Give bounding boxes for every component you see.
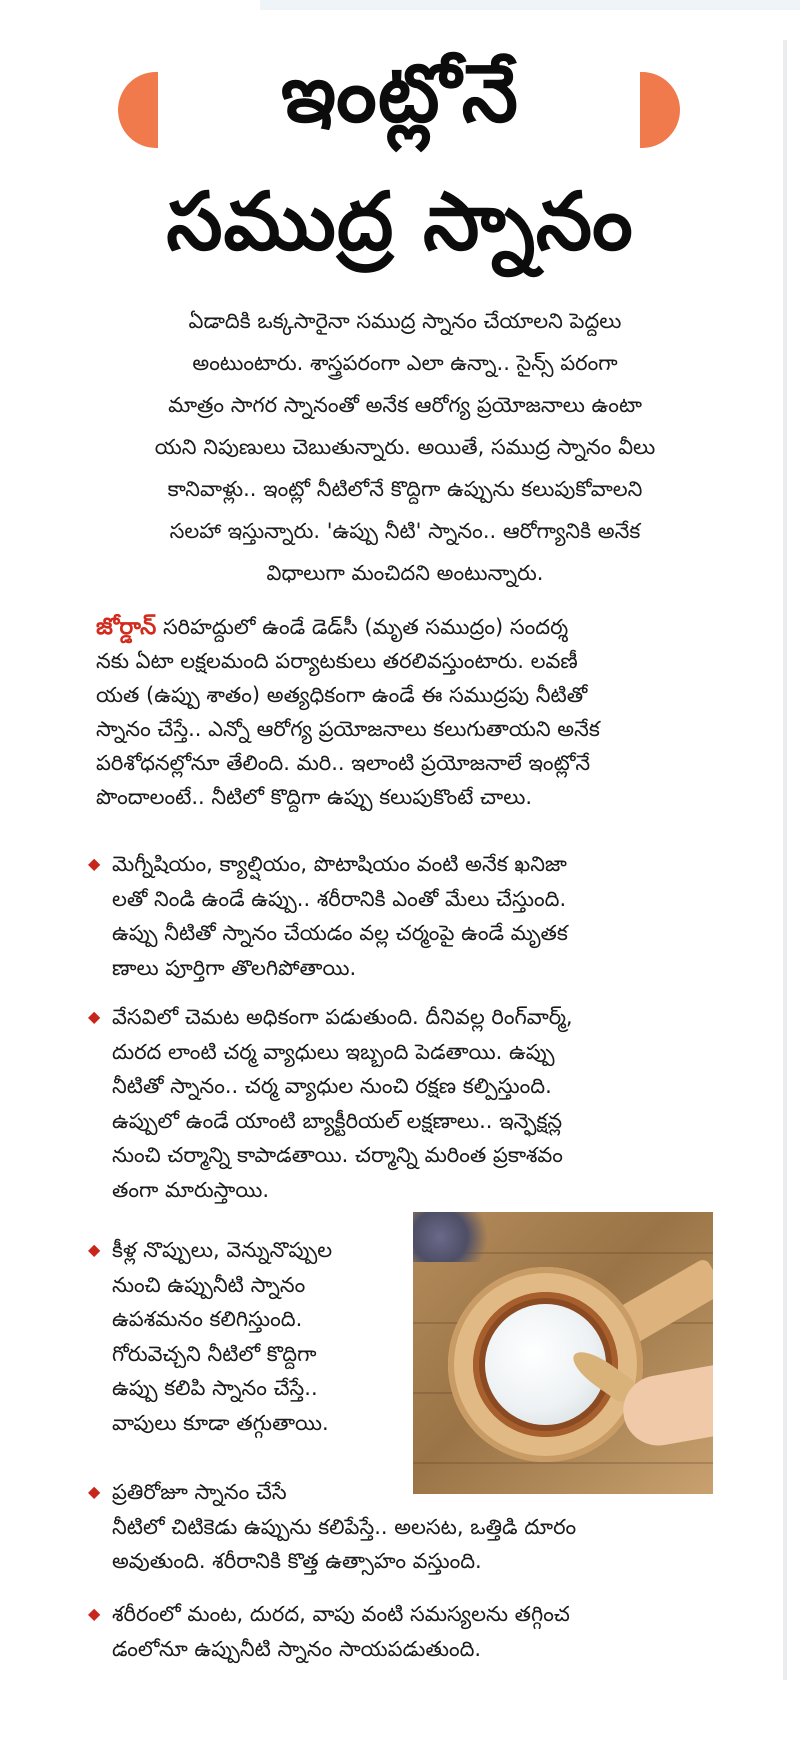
intro-line: సలహా ఇస్తున్నారు. 'ఉప్పు నీటి' స్నానం.. ఆరోగ్యానికి అనేక [169, 519, 641, 543]
bullet-item [88, 1597, 696, 1666]
bullet-line: ఉపశమనం కలిగిస్తుంది. [112, 1307, 303, 1331]
bullet-line: నుంచి చర్మాన్ని కాపాడతాయి. చర్మాన్ని మరింత ప్రకాశవం [112, 1143, 563, 1167]
body-line: పరిశోధనల్లోనూ తేలింది. మరి.. ఇలాంటి ప్రయోజనాలే ఇంట్లోనే [96, 751, 591, 775]
bullet-line: ఉప్పు నీటితో స్నానం చేయడం వల్ల చర్మంపై ఉండే మృతక [112, 921, 568, 945]
salt-bowl-photo [413, 1212, 713, 1494]
bullet-diamond-icon: ◆ [88, 1007, 101, 1026]
bullet-line: ణాలు పూర్తిగా తొలగిపోతాయి. [112, 955, 357, 980]
bullet-line: కీళ్ల నొప్పులు, వెన్నునొప్పుల [112, 1238, 333, 1262]
bullet-diamond-icon: ◆ [88, 1240, 101, 1259]
intro-paragraph [110, 300, 700, 594]
bullet-line: తంగా మారుస్తాయి. [112, 1177, 270, 1202]
headline-line-2: సముద్ర స్నానం [166, 175, 634, 268]
body-paragraph [96, 610, 696, 814]
bullet-line: నీటితో స్నానం.. చర్మ వ్యాధుల నుంచి రక్షణ కల్పిస్తుంది. [112, 1074, 552, 1098]
top-band [260, 0, 800, 10]
bullet-text [96, 1597, 696, 1666]
bullet-line: నుంచి ఉప్పునీటి స్నానం [112, 1272, 306, 1297]
bullet-text [96, 1000, 696, 1207]
bullet-diamond-icon: ◆ [88, 854, 101, 873]
bullet-diamond-icon: ◆ [88, 1604, 101, 1623]
body-line-text: సరిహద్దులో ఉండే డెడ్‌సీ (మృత సముద్రం) సందర్శ [156, 615, 569, 639]
bullet-item [88, 1233, 411, 1440]
bullet-diamond-icon: ◆ [88, 1482, 101, 1501]
body-line: పొందాలంటే.. నీటిలో కొద్దిగా ఉప్పు కలుపుకొంటే చాలు. [96, 785, 533, 809]
bullet-line: అవుతుంది. శరీరానికి కొత్త ఉత్సాహం వస్తుంది. [112, 1549, 482, 1573]
lavender-sprig [413, 1212, 503, 1262]
intro-line: విధాలుగా మంచిదని అంటున్నారు. [266, 561, 544, 585]
column-rule [783, 40, 787, 1680]
intro-line: కానివాళ్లు.. ఇంట్లో నీటిలోనే కొద్దిగా ఉప్పును కలుపుకోవాలని [167, 477, 643, 501]
bullet-line: ఉప్పులో ఉండే యాంటి బ్యాక్టీరియల్ లక్షణాలు.. ఇన్ఫెక్షన్ల [112, 1108, 563, 1133]
bullet-line: ప్రతిరోజూ స్నానం చేసే [112, 1480, 287, 1504]
body-line: స్నానం చేస్తే.. ఎన్నో ఆరోగ్య ప్రయోజనాలు కలుగుతాయని అనేక [96, 717, 600, 741]
bullet-line: ఉప్పు కలిపి స్నానం చేస్తే.. [112, 1376, 318, 1400]
intro-line: యని నిపుణులు చెబుతున్నారు. అయితే, సముద్ర స్నానం వీలు [154, 435, 656, 459]
bullet-line: లతో నిండి ఉండే ఉప్పు.. శరీరానికి ఎంతో మేలు చేస్తుంది. [112, 886, 567, 911]
bullet-line: దురద లాంటి చర్మ వ్యాధులు ఇబ్బంది పెడతాయి. ఉప్పు [112, 1039, 555, 1064]
bullet-line: వాపులు కూడా తగ్గుతాయి. [112, 1410, 329, 1435]
bullet-item [88, 847, 696, 985]
bullet-line: మెగ్నీషియం, క్యాల్షియం, పొటాషియం వంటి అనేక ఖనిజా [112, 852, 567, 876]
intro-line: అంటుంటారు. శాస్త్రపరంగా ఎలా ఉన్నా.. సైన్స్ పరంగా [192, 351, 618, 375]
intro-line: మాత్రం సాగర స్నానంతో అనేక ఆరోగ్య ప్రయోజనాలు ఉంటా [168, 393, 642, 417]
body-line [96, 610, 696, 644]
bullet-item [88, 1475, 696, 1579]
headline-line-1: ఇంట్లోనే [281, 47, 519, 140]
bullet-line: డంలోనూ ఉప్పునీటి స్నానం సాయపడుతుంది. [112, 1636, 482, 1661]
bullet-line: వేసవిలో చెమట అధికంగా పడుతుంది. దీనివల్ల రింగ్‌వార్మ్, [112, 1005, 573, 1029]
bullet-line: శరీరంలో మంట, దురద, వాపు వంటి సమస్యలను తగ్గించ [112, 1602, 570, 1626]
bullet-line: గోరువెచ్చని నీటిలో కొద్దిగా [112, 1341, 317, 1366]
lead-word: జోర్డాన్ [96, 614, 157, 640]
bullet-line: నీటిలో చిటికెడు ఉప్పును కలిపేస్తే.. అలసట, ఒత్తిడి దూరం [112, 1514, 577, 1539]
body-line: నకు ఏటా లక్షలమంది పర్యాటకులు తరలివస్తుంటారు. లవణీ [96, 649, 578, 673]
intro-line: ఏడాదికి ఒక్కసారైనా సముద్ర స్నానం చేయాలని పెద్దలు [188, 309, 622, 333]
bullet-text [96, 847, 696, 985]
bullet-text [96, 1475, 696, 1579]
bullet-text [96, 1233, 411, 1440]
body-line: యత (ఉప్పు శాతం) అత్యధికంగా ఉండే ఈ సముద్రపు నీటితో [96, 683, 588, 707]
bullet-item [88, 1000, 696, 1207]
